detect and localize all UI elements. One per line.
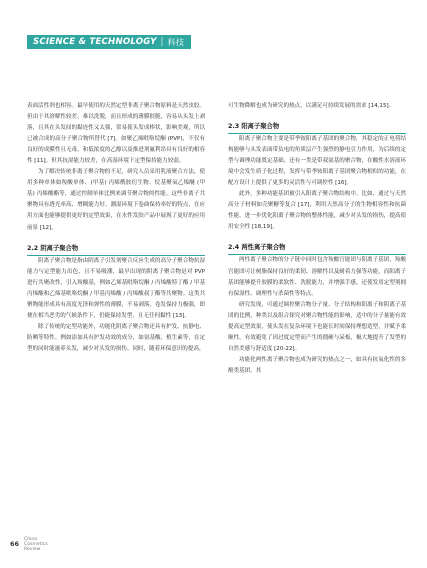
page-header [0, 0, 427, 54]
section-heading-2-3: 2.3 阳离子聚合物 [228, 121, 406, 134]
paragraph: 阴离子聚合物是指由阴离子引发剂聚合反应生成的高分子聚合物抗湿能力与定型能力出色，且不易吸潮，最早出现的阴离子聚合物是对 PVP 进行共聚改性，引入羧酸基，例如乙烯基吡咯烷酮 / 丙烯酸特丁酯 / 甲基丙烯酸和乙烯基吡咯烷酮 / 甲基丙烯酸 / 丙烯酸叔丁酯等共聚物。这类共聚物能形成具有高度光泽和弹性的薄膜，不易剥落，卷发保持力极强，即便在相当恶劣的气候条件下，仍能保持发型，且无任何黏性 [13]。 [27, 257, 205, 319]
section-heading-2-4: 2.4 两性离子聚合物 [228, 242, 406, 255]
journal-line: China [24, 537, 38, 542]
paragraph: 此外，多种功能基团被引入阳离子聚合物结构中。比如，通过与天然高分子材料如壳聚糖等复合 [17]，利用天然高分子的生物相容性和抗菌性能，进一步优化阳离子聚合物的整体性能，减少对头发的损伤，提高使用安全性 [18,19]。 [228, 191, 406, 231]
journal-line: Cosmetics [24, 542, 48, 548]
section-tab [27, 35, 191, 49]
journal-name [24, 537, 48, 553]
paragraph: 功能化两性离子聚合物也成为研究的热点之一，如具有抗氧化性的多酚类基团，其 [228, 356, 406, 374]
paragraph: 研究发现，可通过调控聚合物分子量、分子结构和阳离子和阴离子基团的比例，种类以及组合探究对聚合物性能的影响，适中的分子量能有效提高定型效果，使头发在复杂环境下也能长时间保持理想造型，并赋予柔顺性，有效避免了因过度定型而产生的僵硬与呆板，极大地提升了发型的自然美感与舒适度 [20-22]。 [228, 301, 406, 352]
page-number: 66 [10, 540, 19, 548]
paragraph: 阳离子聚合物主要是带季铵阳离子基团的聚合物，其稳定的正电荷结构能够与头发表面带负电的角质层产生强烈的静电引力作用，为后续的定型与调理功能奠定基础。还有一类是带叔氨基的聚合物，在酸性水溶液环境中会发生质子化过程，发挥与带季铵阳离子基团聚合物相似的功能，在配方设计上提供了更多的灵活性与可调控性 [16]。 [228, 136, 406, 187]
paragraph: 可生物降解也成为研究的热点，以满足可持续发展的需求 [14,15]。 [228, 103, 395, 109]
paragraph: 为了解决传统非离子聚合物的不足，研究人员采用乳液聚合方法，使用多种单体如羧酸单体、(甲基) 丙烯酰胺衍生物、烷基聚氧乙烯醚 (甲基) 丙烯酸酯等，通过控制单体比例来调节聚合物的性能。这些非离子共聚物具有透光率高、增稠能力好、潮湿环境下卷曲保持率好的特点，在应用方面也能够提供更好的定型效果，在水性发胶产品中展现了更好的应用前景 [12]。 [27, 169, 205, 231]
right-column [228, 101, 406, 377]
journal-line: Review [24, 547, 41, 553]
section-heading-2-2: 2.2 阴离子聚合物 [27, 243, 205, 256]
section-separator: | [160, 37, 164, 47]
paragraph: 表面活性剂也相容。最早使用的天然定型非离子聚合物原料是天然虫胶。但由于其溶解性较差，难以洗脱，而且形成的薄膜很脆，容易从头发上剥落，且其在头发间的黏连性又太强，常易使头发成棒状，影响美观，所以已被合成的高分子聚合物所替代 [7]。如聚乙烯吡咯烷酮 (PVP)，不仅有良好的成膜性且无毒，和低浓度的乙醇以及推进剂氟利昂具有良好的相容性 [11]。但其抗湿能力较差，在高湿环境下定型保持能力较弱。 [27, 103, 205, 165]
section-title-en: SCIENCE & TECHNOLOGY [33, 37, 157, 47]
left-column [27, 101, 205, 355]
paragraph: 除了传统的定型功能外，功能化阴离子聚合物还具有护发、抗静电、防晒等特性。例如添加具有护发功效的成分，如氨基酸、植生素等，在定型的同时能滋养头发，减少对头发的损伤。同时，随着环保意识的提高， [27, 323, 205, 352]
section-title-cn: 科技 [167, 37, 185, 47]
paragraph: 两性离子聚合物的分子链中同时包含羧酸官能团与阳离子基团，羧酸官能团可让树脂保持良好的柔韧、溶解性以及耐着力强等功能，而阳离子基团能够提升胶膜的柔软性、洗脱能力，并增强手感，还使发用定型剂拥有保湿性、调理性与杀菌性等特点。 [228, 257, 406, 297]
